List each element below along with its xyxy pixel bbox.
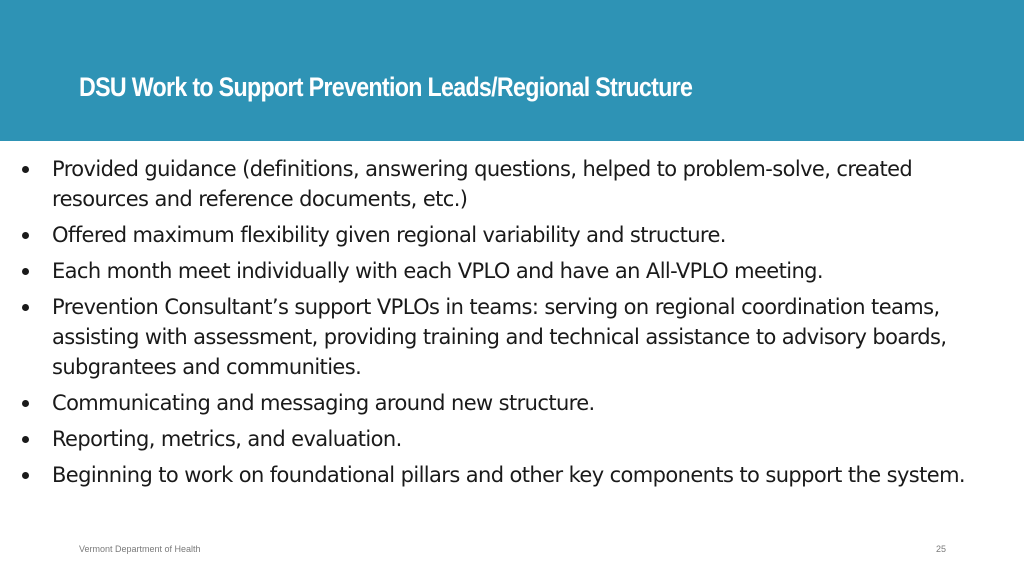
bullet-text: Each month meet individually with each VPLO and have an All-VPLO meeting. [52,259,823,283]
bullet-item-flexibility [20,220,1010,250]
bullet-icon [22,268,29,275]
bullet-item-reporting [20,424,1010,454]
bullet-icon [22,472,29,479]
bullet-icon [22,400,29,407]
bullet-icon [22,304,29,311]
page-number: 25 [935,544,946,554]
bullet-item-monthly-meetings [20,256,1010,286]
bullet-list [20,154,1010,496]
bullet-item-foundational-pillars [20,460,1010,490]
bullet-item-consultant-support [20,292,1010,382]
slide-title: DSU Work to Support Prevention Leads/Regional Structure [79,72,693,102]
bullet-text: Provided guidance (definitions, answering questions, helped to problem-solve, created resources and reference documents, etc.) [52,157,913,211]
bullet-text: Communicating and messaging around new structure. [52,391,595,415]
bullet-text: Reporting, metrics, and evaluation. [52,427,402,451]
bullet-item-messaging [20,388,1010,418]
bullet-text: Prevention Consultant’s support VPLOs in teams: serving on regional coordination teams, assisting with assessment, providing training and technical assistance to advisory boards, subgrantees and communities. [52,295,947,379]
bullet-text: Beginning to work on foundational pillars and other key components to support the system. [52,463,966,487]
bullet-item-guidance [20,154,1010,214]
footer-organization: Vermont Department of Health [79,544,201,554]
bullet-icon [22,436,29,443]
bullet-icon [22,232,29,239]
bullet-text: Offered maximum flexibility given regional variability and structure. [52,223,726,247]
bullet-icon [22,166,29,173]
